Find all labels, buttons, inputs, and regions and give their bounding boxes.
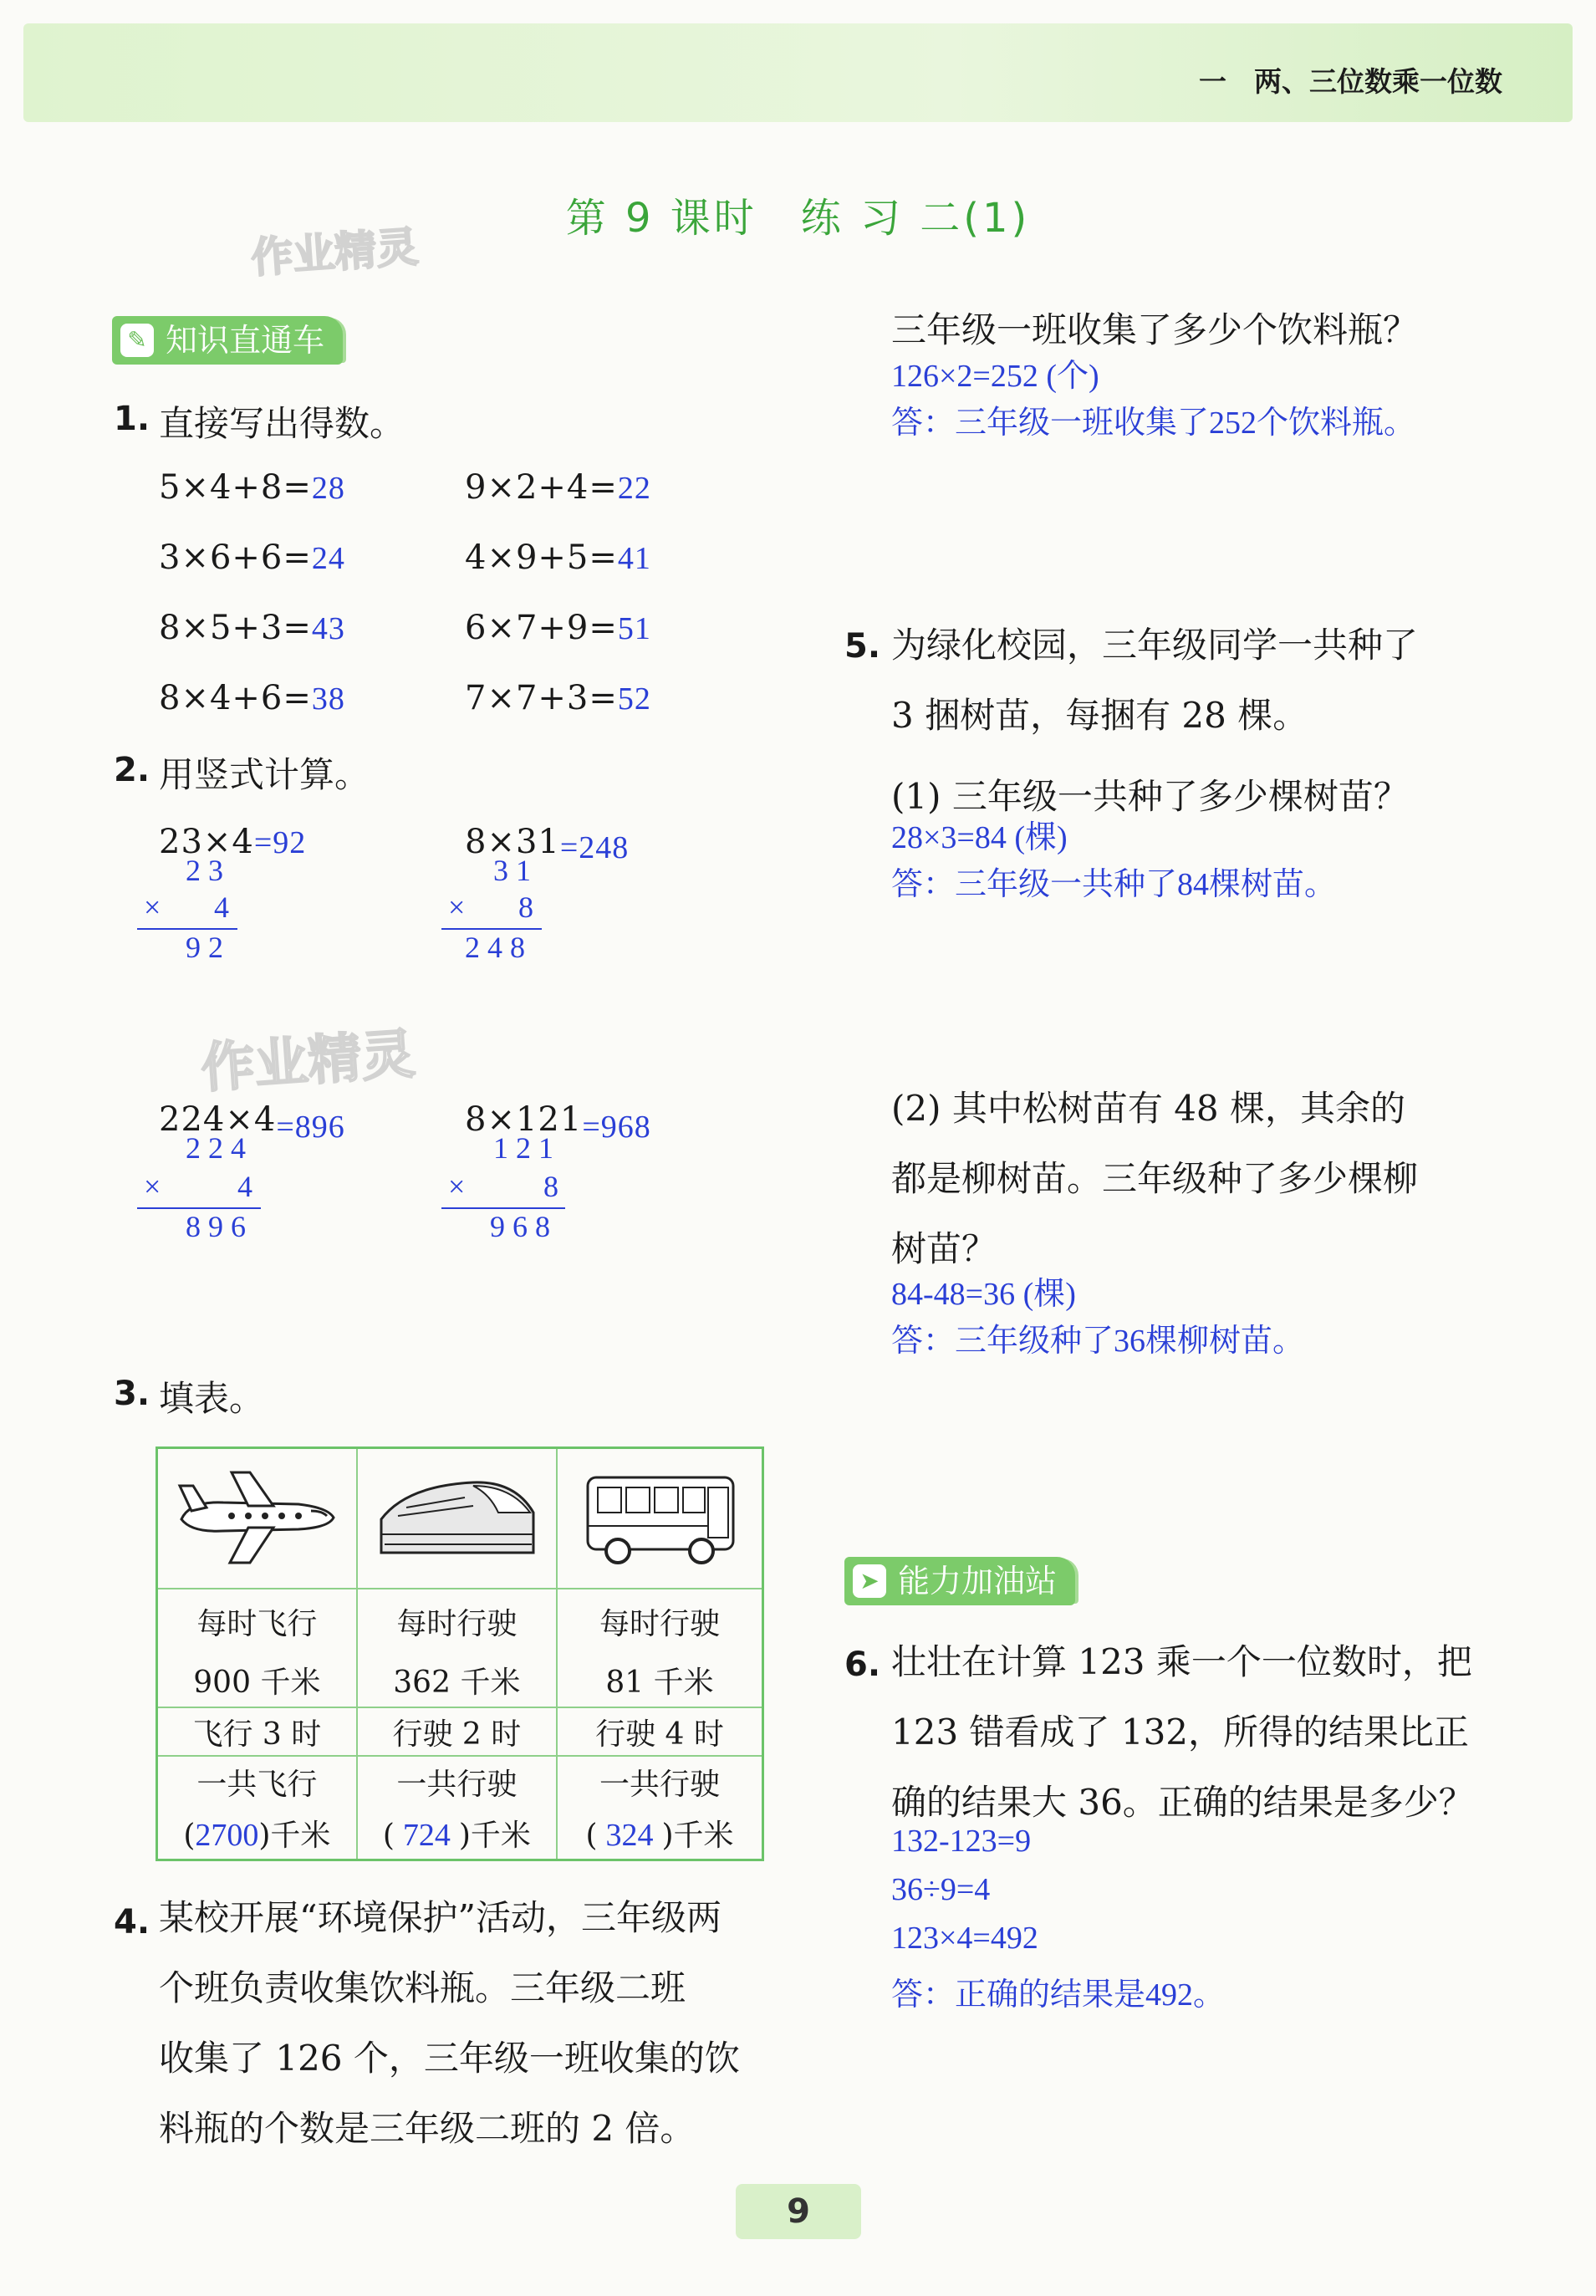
answer-text: 28 bbox=[311, 471, 345, 506]
answer-text: 324 bbox=[605, 1817, 654, 1853]
paren-open: ( bbox=[183, 1818, 196, 1853]
q1-item bbox=[159, 538, 345, 577]
vertical-times: × bbox=[448, 890, 466, 924]
table-cell: 一共飞行 bbox=[157, 1756, 357, 1807]
vertical-result: 9 6 8 bbox=[490, 1210, 550, 1243]
table-cell-total bbox=[357, 1807, 557, 1860]
unit-text: )千米 bbox=[258, 1818, 331, 1853]
answer-text: 22 bbox=[617, 471, 651, 506]
section-tag-ability bbox=[844, 1557, 1075, 1605]
vertical-problem-expr bbox=[465, 823, 630, 865]
vertical-top: 2 2 4 bbox=[186, 1131, 246, 1165]
watermark: 作业精灵 bbox=[199, 1023, 417, 1100]
q1-item bbox=[159, 468, 345, 507]
text-line: 确的结果大 36。正确的结果是多少？ bbox=[891, 1782, 1474, 1823]
table-cell: 行驶 4 时 bbox=[557, 1707, 763, 1756]
expr-text: 7×7+3= bbox=[465, 679, 618, 717]
unit-text: )千米 bbox=[661, 1818, 734, 1853]
expr-text: 5×4+8= bbox=[159, 468, 312, 507]
answer-text: 41 bbox=[617, 541, 651, 576]
question-text: 用竖式计算。 bbox=[159, 754, 370, 795]
text-line: 壮壮在计算 123 乘一个一位数时，把 bbox=[891, 1641, 1472, 1682]
sub-question-text: (1) 三年级一共种了多少棵树苗？ bbox=[891, 776, 1409, 817]
vertical-multiplier: 4 bbox=[237, 1170, 252, 1203]
question-number: 1. bbox=[114, 400, 150, 438]
expr-text: 23×4 bbox=[159, 823, 254, 861]
table-cell: 一共行驶 bbox=[557, 1756, 763, 1807]
table-cell: 每时行驶 bbox=[557, 1589, 763, 1653]
vertical-times: × bbox=[144, 1170, 161, 1203]
q1-item bbox=[159, 609, 345, 647]
paren-open: ( bbox=[585, 1818, 598, 1853]
expr-text: 8×121 bbox=[465, 1100, 583, 1139]
table-cell: 362 千米 bbox=[357, 1653, 557, 1707]
answer-text: =896 bbox=[276, 1110, 345, 1145]
vertical-multiplier: 8 bbox=[518, 890, 533, 924]
unit-text: )千米 bbox=[458, 1818, 531, 1853]
q1-item bbox=[465, 468, 651, 507]
paren-open: ( bbox=[382, 1818, 395, 1853]
question-text: 填表。 bbox=[159, 1378, 265, 1419]
question-number: 2. bbox=[114, 751, 150, 789]
work-line: 36÷9=4 bbox=[891, 1872, 991, 1907]
rocket-icon: ➤ bbox=[853, 1564, 886, 1598]
text-line: 为绿化校园，三年级同学一共种了 bbox=[891, 625, 1419, 666]
expr-text: 4×9+5= bbox=[465, 538, 618, 577]
text-line: 3 捆树苗，每捆有 28 棵。 bbox=[891, 695, 1308, 736]
q1-item bbox=[465, 609, 651, 647]
answer-text: 2700 bbox=[195, 1817, 259, 1853]
bus-cell bbox=[557, 1448, 763, 1589]
answer-sentence: 答：三年级一共种了84棵树苗。 bbox=[891, 867, 1337, 902]
answer-sentence: 答：正确的结果是492。 bbox=[891, 1977, 1226, 2013]
expr-text: 6×7+9= bbox=[465, 609, 618, 647]
question-number: 3. bbox=[114, 1375, 150, 1413]
work-line: 123×4=492 bbox=[891, 1921, 1038, 1956]
question-number: 6. bbox=[844, 1645, 881, 1684]
vertical-problem-expr bbox=[159, 823, 306, 861]
question-text: 直接写出得数。 bbox=[159, 403, 405, 444]
expr-text: 9×2+4= bbox=[465, 468, 618, 507]
answer-text: 43 bbox=[311, 611, 345, 646]
vertical-top: 1 2 1 bbox=[493, 1131, 553, 1165]
answer-sentence: 答：三年级一班收集了252个饮料瓶。 bbox=[891, 406, 1416, 441]
table-cell: 行驶 2 时 bbox=[357, 1707, 557, 1756]
work-line: 132-123=9 bbox=[891, 1824, 1032, 1859]
text-line: 123 错看成了 132，所得的结果比正 bbox=[891, 1712, 1470, 1753]
answer-text: 52 bbox=[617, 681, 651, 717]
question-text-block bbox=[159, 1883, 740, 2164]
vertical-result: 9 2 bbox=[186, 931, 223, 964]
work-line: 84-48=36 (棵) bbox=[891, 1277, 1076, 1312]
expr-text: 8×5+3= bbox=[159, 609, 312, 647]
fill-table bbox=[156, 1446, 764, 1861]
answer-sentence: 答：三年级种了36棵柳树苗。 bbox=[891, 1324, 1305, 1359]
section-tag-label: 能力加油站 bbox=[898, 1563, 1058, 1600]
q1-item bbox=[465, 679, 651, 717]
bus-icon bbox=[576, 1461, 743, 1569]
vertical-top: 3 1 bbox=[493, 854, 531, 887]
chapter-title: 一 两、三位数乘一位数 bbox=[1199, 65, 1502, 98]
text-line: (2) 其中松树苗有 48 棵，其余的 bbox=[891, 1088, 1405, 1129]
lesson-title: 第 9 课时 练 习 二(1) bbox=[565, 195, 1031, 242]
watermark: 作业精灵 bbox=[249, 222, 421, 283]
text-line: 都是柳树苗。三年级种了多少棵柳 bbox=[891, 1158, 1419, 1199]
table-cell: 每时行驶 bbox=[357, 1589, 557, 1653]
vertical-times: × bbox=[144, 890, 161, 924]
text-line: 料瓶的个数是三年级二班的 2 倍。 bbox=[159, 2108, 696, 2149]
expr-text: 8×4+6= bbox=[159, 679, 312, 717]
answer-text: 724 bbox=[402, 1817, 451, 1853]
text-line: 三年级一班收集了多少个饮料瓶？ bbox=[891, 309, 1419, 350]
answer-text: =248 bbox=[559, 830, 630, 865]
text-line: 收集了 126 个，三年级一班收集的饮 bbox=[159, 2038, 740, 2079]
section-tag-knowledge bbox=[112, 316, 343, 365]
vertical-result: 8 9 6 bbox=[186, 1210, 246, 1243]
question-number: 4. bbox=[114, 1903, 150, 1941]
text-line: 某校开展“环境保护”活动，三年级两 bbox=[159, 1897, 722, 1938]
answer-text: 38 bbox=[311, 681, 345, 717]
vertical-top: 2 3 bbox=[186, 854, 223, 887]
work-line: 126×2=252 (个) bbox=[891, 359, 1099, 394]
table-cell: 一共行驶 bbox=[357, 1756, 557, 1807]
airplane-icon bbox=[173, 1461, 340, 1569]
sub-question-block bbox=[891, 1074, 1418, 1284]
airplane-cell bbox=[157, 1448, 357, 1589]
table-cell-total bbox=[157, 1807, 357, 1860]
expr-text: 8×31 bbox=[465, 823, 560, 861]
vertical-multiplier: 4 bbox=[214, 890, 229, 924]
page-number: 9 bbox=[736, 2184, 861, 2239]
expr-text: 224×4 bbox=[159, 1100, 277, 1139]
table-cell: 81 千米 bbox=[557, 1653, 763, 1707]
answer-text: =92 bbox=[253, 825, 307, 860]
question-text-block bbox=[891, 610, 1418, 751]
vertical-multiplier: 8 bbox=[543, 1170, 558, 1203]
text-line: 树苗？ bbox=[891, 1228, 997, 1269]
section-badge-icon: ✎ bbox=[120, 324, 154, 357]
expr-text: 3×6+6= bbox=[159, 538, 312, 577]
train-cell bbox=[357, 1448, 557, 1589]
table-cell: 飞行 3 时 bbox=[157, 1707, 357, 1756]
table-cell-total bbox=[557, 1807, 763, 1860]
vertical-times: × bbox=[448, 1170, 466, 1203]
answer-text: =968 bbox=[582, 1110, 651, 1145]
work-line: 28×3=84 (棵) bbox=[891, 820, 1068, 855]
answer-text: 51 bbox=[617, 611, 651, 646]
vertical-result: 2 4 8 bbox=[465, 931, 525, 964]
table-cell: 900 千米 bbox=[157, 1653, 357, 1707]
section-tag-label: 知识直通车 bbox=[166, 322, 325, 359]
table-cell: 每时飞行 bbox=[157, 1589, 357, 1653]
q1-item bbox=[159, 679, 345, 717]
question-text-block bbox=[891, 1627, 1474, 1838]
question-number: 5. bbox=[844, 627, 881, 666]
train-icon bbox=[373, 1461, 540, 1569]
text-line: 个班负责收集饮料瓶。三年级二班 bbox=[159, 1967, 686, 2008]
answer-text: 24 bbox=[311, 541, 345, 576]
q1-item bbox=[465, 538, 651, 577]
